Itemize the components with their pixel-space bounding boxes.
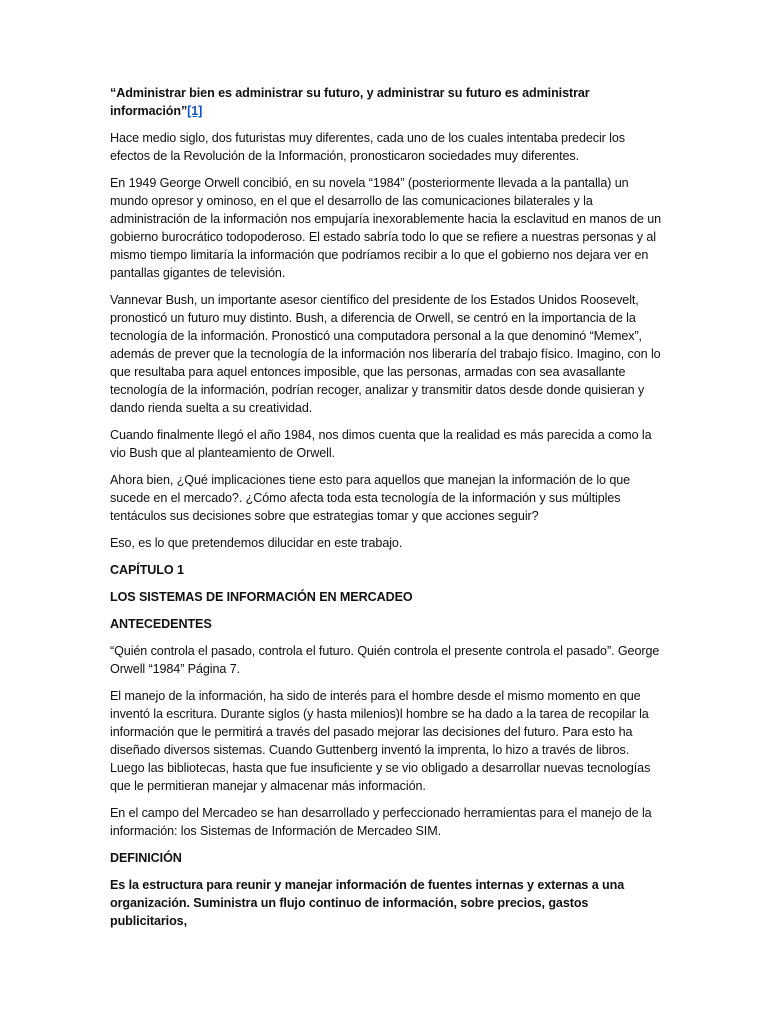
chapter-title: LOS SISTEMAS DE INFORMACIÓN EN MERCADEO [110, 590, 413, 604]
paragraph-question: Ahora bien, ¿Qué implicaciones tiene esto para aquellos que manejan la información de lo que sucede en el mercado?. ¿Cómo afecta toda esta tecnología de la información y sus múltiples tentáculos sus decisiones sobre que estrategias tomar y que acciones seguir? [110, 473, 631, 523]
section-heading-antecedentes: ANTECEDENTES [110, 617, 212, 631]
epigraph [110, 84, 662, 120]
section-heading-definicion: DEFINICIÓN [110, 851, 182, 865]
footnote-link[interactable]: [1] [187, 104, 203, 118]
quote-orwell: “Quién controla el pasado, controla el futuro. Quién controla el presente controla el pasado”. George Orwell “1984” Página 7. [110, 644, 660, 676]
paragraph-intro: Hace medio siglo, dos futuristas muy diferentes, cada uno de los cuales intentaba predecir los efectos de la Revolución de la Información, pronosticaron sociedades muy diferentes. [110, 131, 625, 163]
paragraph-history: El manejo de la información, ha sido de interés para el hombre desde el mismo momento en que inventó la escritura. Durante siglos (y hasta milenios)l hombre se ha dado a la tarea de recopilar la información que le permitirá a través del pasado mejorar las decisiones del futuro. Para esto ha diseñado diversos sistemas. Cuando Guttenberg inventó la imprenta, lo hizo a través de libros. Luego las bibliotecas, hasta que fue insuficiente y se vio obligado a desarrollar nuevas tecnologías que le permitieran manejar y almacenar más información. [110, 689, 651, 793]
paragraph-orwell: En 1949 George Orwell concibió, en su novela “1984” (posteriormente llevada a la pantalla) un mundo opresor y ominoso, en el que el desarrollo de las comunicaciones bilaterales y la administración de la información nos empujaría inexorablemente hacia la esclavitud en manos de un gobierno burocrático todopoderoso. El estado sabría todo lo que se refiere a nuestras personas y al mismo tiempo limitaría la información que podríamos recibir a lo que el gobierno nos dejara ver en pantallas gigantes de televisión. [110, 176, 662, 280]
paragraph-1984: Cuando finalmente llegó el año 1984, nos dimos cuenta que la realidad es más parecida a como la vio Bush que al planteamiento de Orwell. [110, 428, 652, 460]
epigraph-text: “Administrar bien es administrar su futuro, y administrar su futuro es administrar información” [110, 86, 590, 118]
paragraph-sim: En el campo del Mercadeo se han desarrollado y perfeccionado herramientas para el manejo de la información: los Sistemas de Información de Mercadeo SIM. [110, 806, 652, 838]
paragraph-bush: Vannevar Bush, un importante asesor científico del presidente de los Estados Unidos Roosevelt, pronosticó un futuro muy distinto. Bush, a diferencia de Orwell, se centró en la importancia de la tecnología de la información. Pronosticó una computadora personal a la que denominó “Memex”, además de prever que la tecnología de la información nos liberaría del trabajo físico. Imagino, con lo que resultaba para aquel entonces imposible, que las personas, armadas con sea avasallante tecnología de la información, podrían recoger, analizar y transmitir datos desde donde quisieran y dando rienda suelta a su creatividad. [110, 293, 661, 415]
paragraph-purpose: Eso, es lo que pretendemos dilucidar en este trabajo. [110, 536, 403, 550]
paragraph-definicion: Es la estructura para reunir y manejar información de fuentes internas y externas a una organización. Suministra un flujo continuo de información, sobre precios, gastos publicitarios, [110, 878, 625, 928]
chapter-label: CAPÍTULO 1 [110, 563, 184, 577]
document-page [110, 84, 662, 939]
